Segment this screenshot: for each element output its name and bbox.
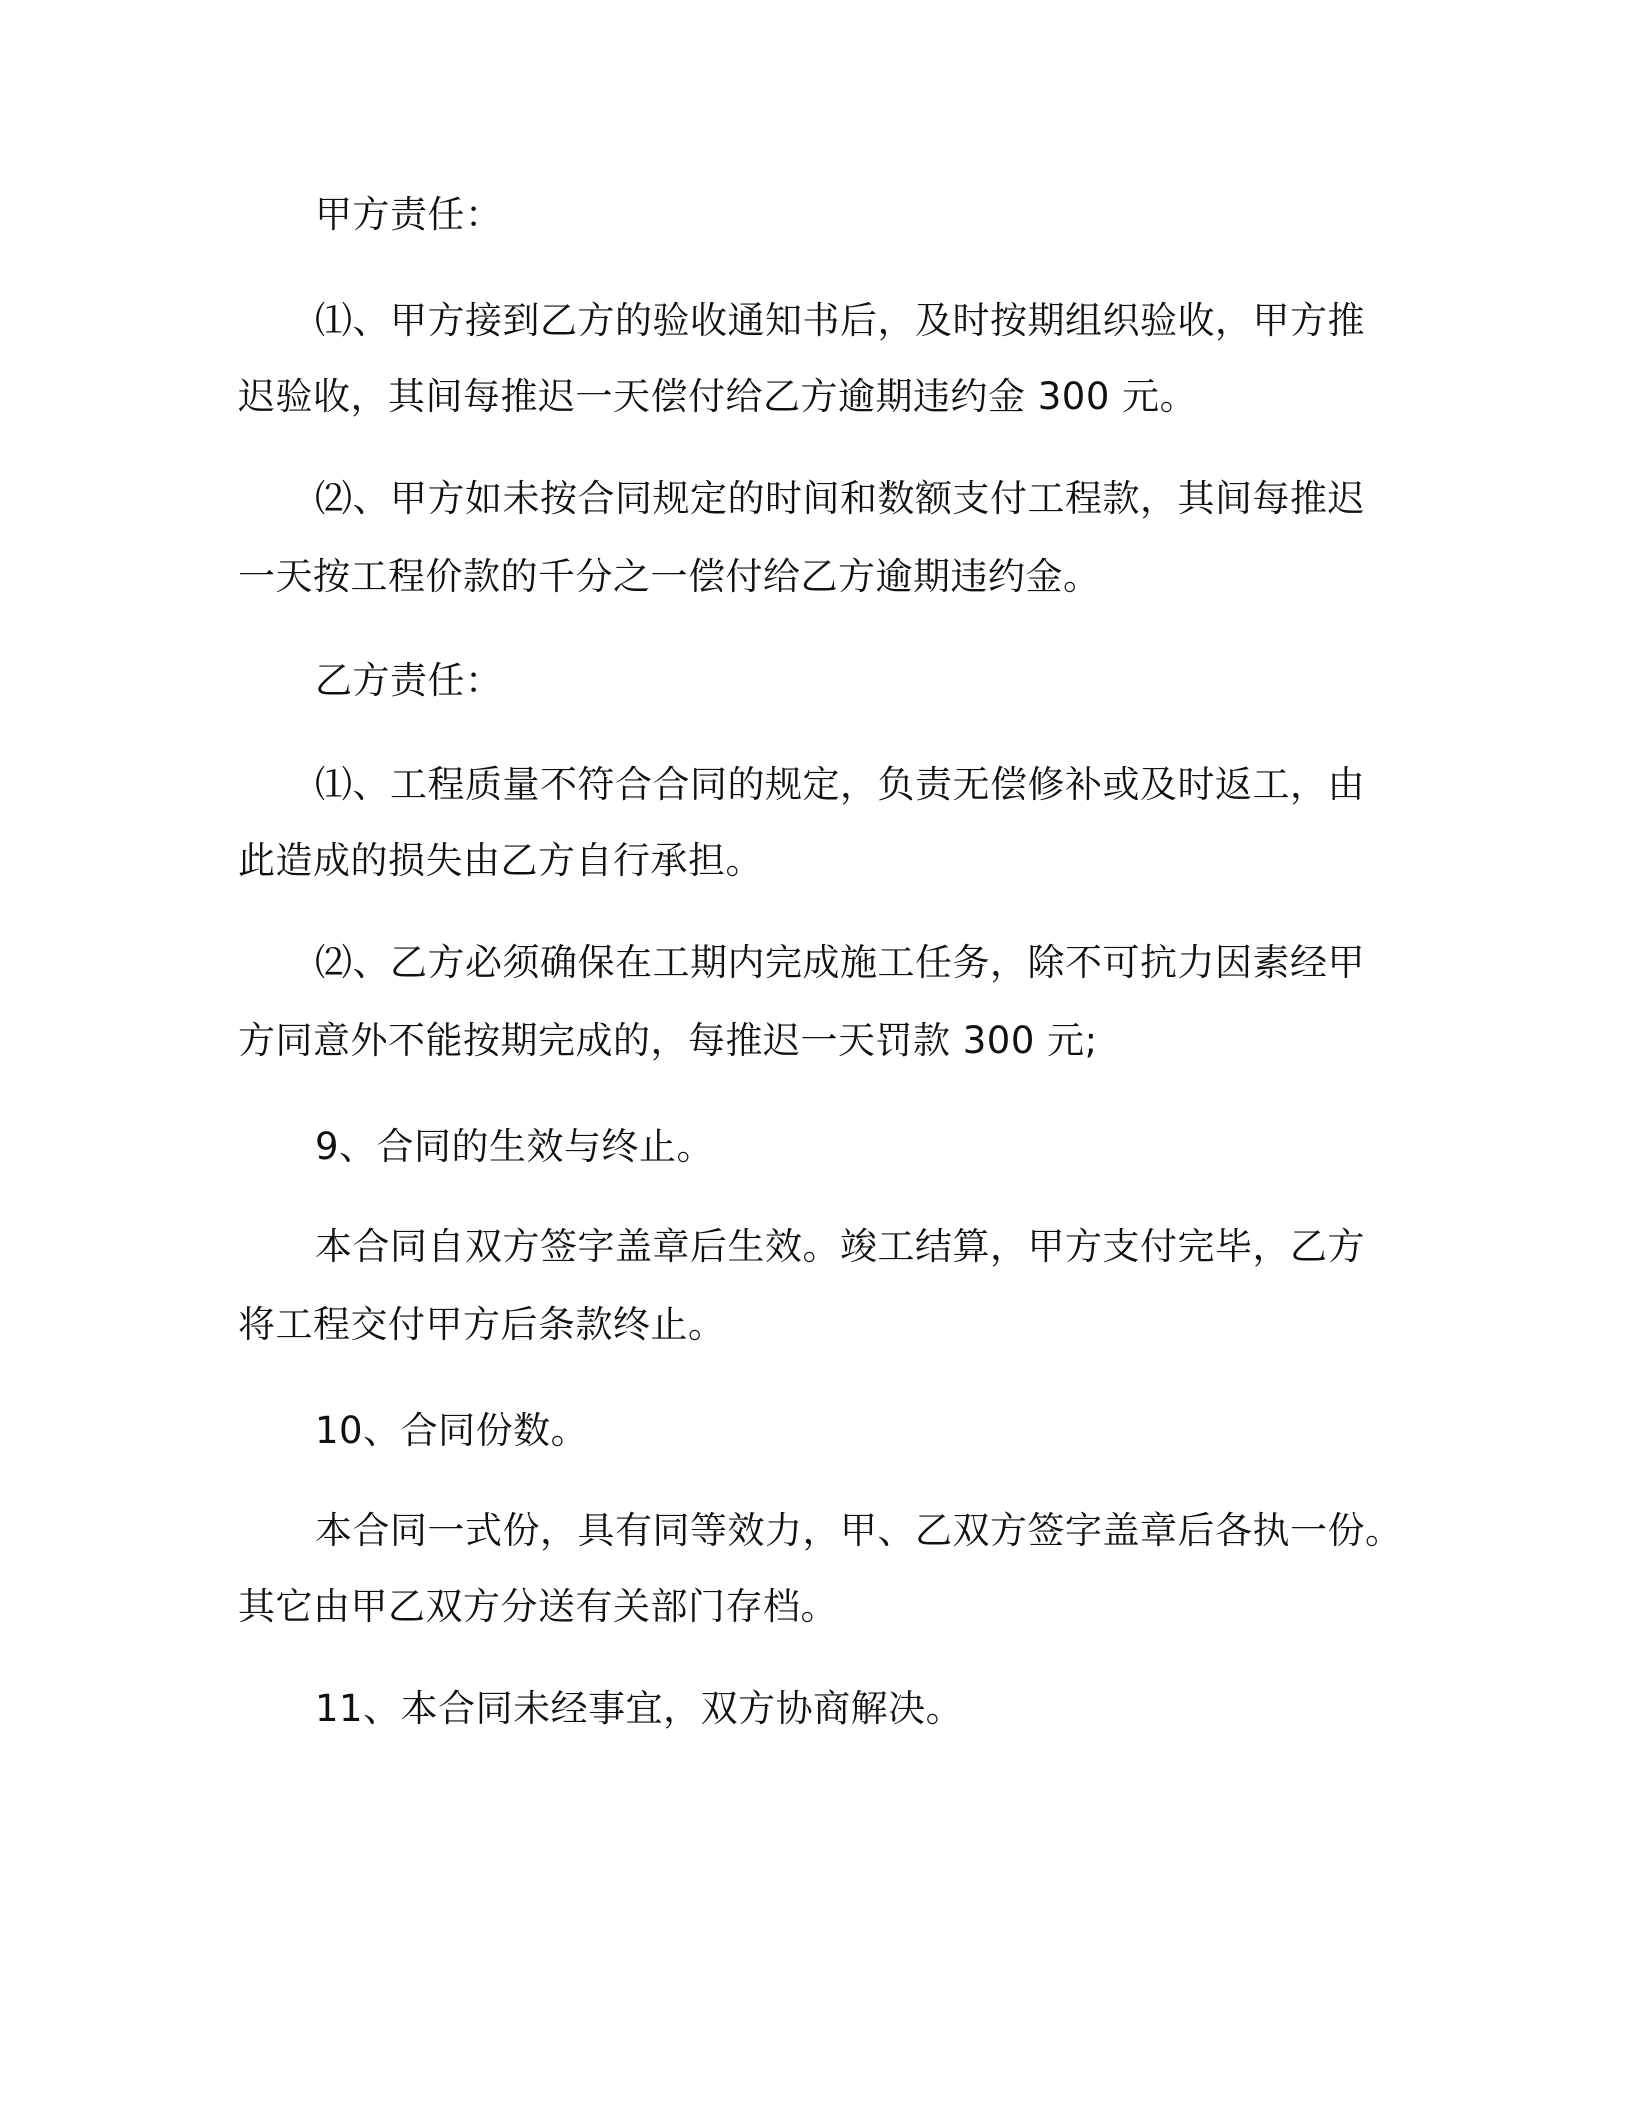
party-a-heading: 甲方责任： [315,193,503,236]
clause-10-body-line-2: 其它由甲乙双方分送有关部门存档。 [238,1585,838,1628]
clause-9-body-line-1: 本合同自双方签字盖章后生效。竣工结算，甲方支付完毕，乙方 [315,1225,1365,1268]
clause-9-body-line-2: 将工程交付甲方后条款终止。 [238,1303,726,1346]
party-b-item-2-line-2: 方同意外不能按期完成的，每推迟一天罚款 300 元; [238,1019,1098,1062]
party-a-item-1-line-2: 迟验收，其间每推迟一天偿付给乙方逾期违约金 300 元。 [238,375,1198,418]
clause-10-heading: 10、合同份数。 [315,1409,589,1452]
party-b-heading: 乙方责任： [315,659,503,702]
party-b-item-1-line-1: ⑴、工程质量不符合合同的规定，负责无偿修补或及时返工，由 [315,763,1365,806]
clause-11-heading: 11、本合同未经事宜，双方协商解决。 [315,1687,964,1730]
party-a-item-1-line-1: ⑴、甲方接到乙方的验收通知书后，及时按期组织验收，甲方推 [315,299,1365,342]
party-b-item-2-line-1: ⑵、乙方必须确保在工期内完成施工任务，除不可抗力因素经甲 [315,941,1365,984]
clause-9-heading: 9、合同的生效与终止。 [315,1125,715,1168]
party-b-item-1-line-2: 此造成的损失由乙方自行承担。 [238,839,763,882]
party-a-item-2-line-2: 一天按工程价款的千分之一偿付给乙方逾期违约金。 [238,555,1101,598]
clause-10-body-line-1: 本合同一式份，具有同等效力，甲、乙双方签字盖章后各执一份。 [315,1509,1403,1552]
party-a-item-2-line-1: ⑵、甲方如未按合同规定的时间和数额支付工程款，其间每推迟 [315,477,1365,520]
